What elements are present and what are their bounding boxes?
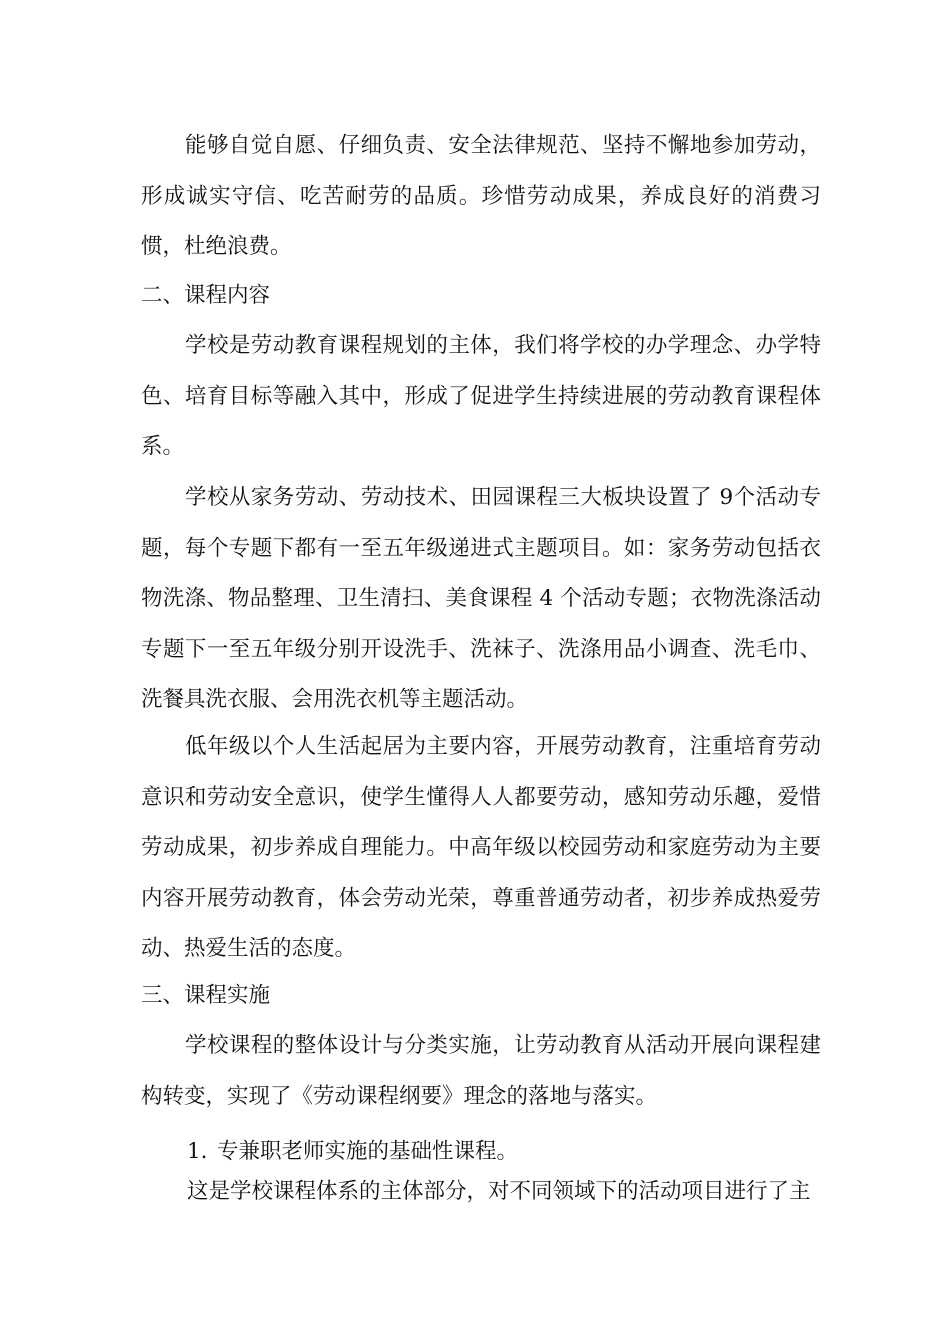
paragraph-labor-qualities: 能够自觉自愿、仔细负责、安全法律规范、坚持不懈地参加劳动，形成诚实守信、吃苦耐劳的品质。珍惜劳动成果，养成良好的消费习惯，杜绝浪费。	[141, 133, 821, 259]
paragraph-course-system: 学校是劳动教育课程规划的主体，我们将学校的办学理念、办学特色、培育目标等融入其中，形成了促进学生持续进展的劳动教育课程体系。	[141, 333, 821, 459]
paragraph-activity-topics: 学校从家务劳动、劳动技术、田园课程三大板块设置了 9个活动专题，每个专题下都有一至五年级递进式主题项目。如：家务劳动包括衣物洗涤、物品整理、卫生清扫、美食课程 4 个活动专题；衣物洗涤活动专题下一至五年级分别开设洗手、洗袜子、洗涤用品小调查、洗毛巾、洗餐具洗衣服、会用洗衣机等主题活动。	[141, 485, 821, 712]
paragraph-course-main-part: 这是学校课程体系的主体部分，对不同领域下的活动项目进行了主	[187, 1179, 811, 1204]
paragraph-grade-levels: 低年级以个人生活起居为主要内容，开展劳动教育，注重培育劳动意识和劳动安全意识，使学生懂得人人都要劳动，感知劳动乐趣，爱惜劳动成果，初步养成自理能力。中高年级以校园劳动和家庭劳动为主要内容开展劳动教育，体会劳动光荣，尊重普通劳动者，初步养成热爱劳动、热爱生活的态度。	[141, 734, 821, 961]
list-item-text: 专兼职老师实施的基础性课程。	[217, 1139, 519, 1164]
list-item-number: 1.	[187, 1139, 208, 1164]
section-heading-course-content: 二、课程内容	[141, 283, 271, 308]
paragraph-implementation-overview: 学校课程的整体设计与分类实施，让劳动教育从活动开展向课程建构转变，实现了《劳动课程纲要》理念的落地与落实。	[141, 1033, 821, 1109]
section-heading-course-implementation: 三、课程实施	[141, 983, 271, 1008]
list-item-basic-courses	[187, 1137, 827, 1167]
